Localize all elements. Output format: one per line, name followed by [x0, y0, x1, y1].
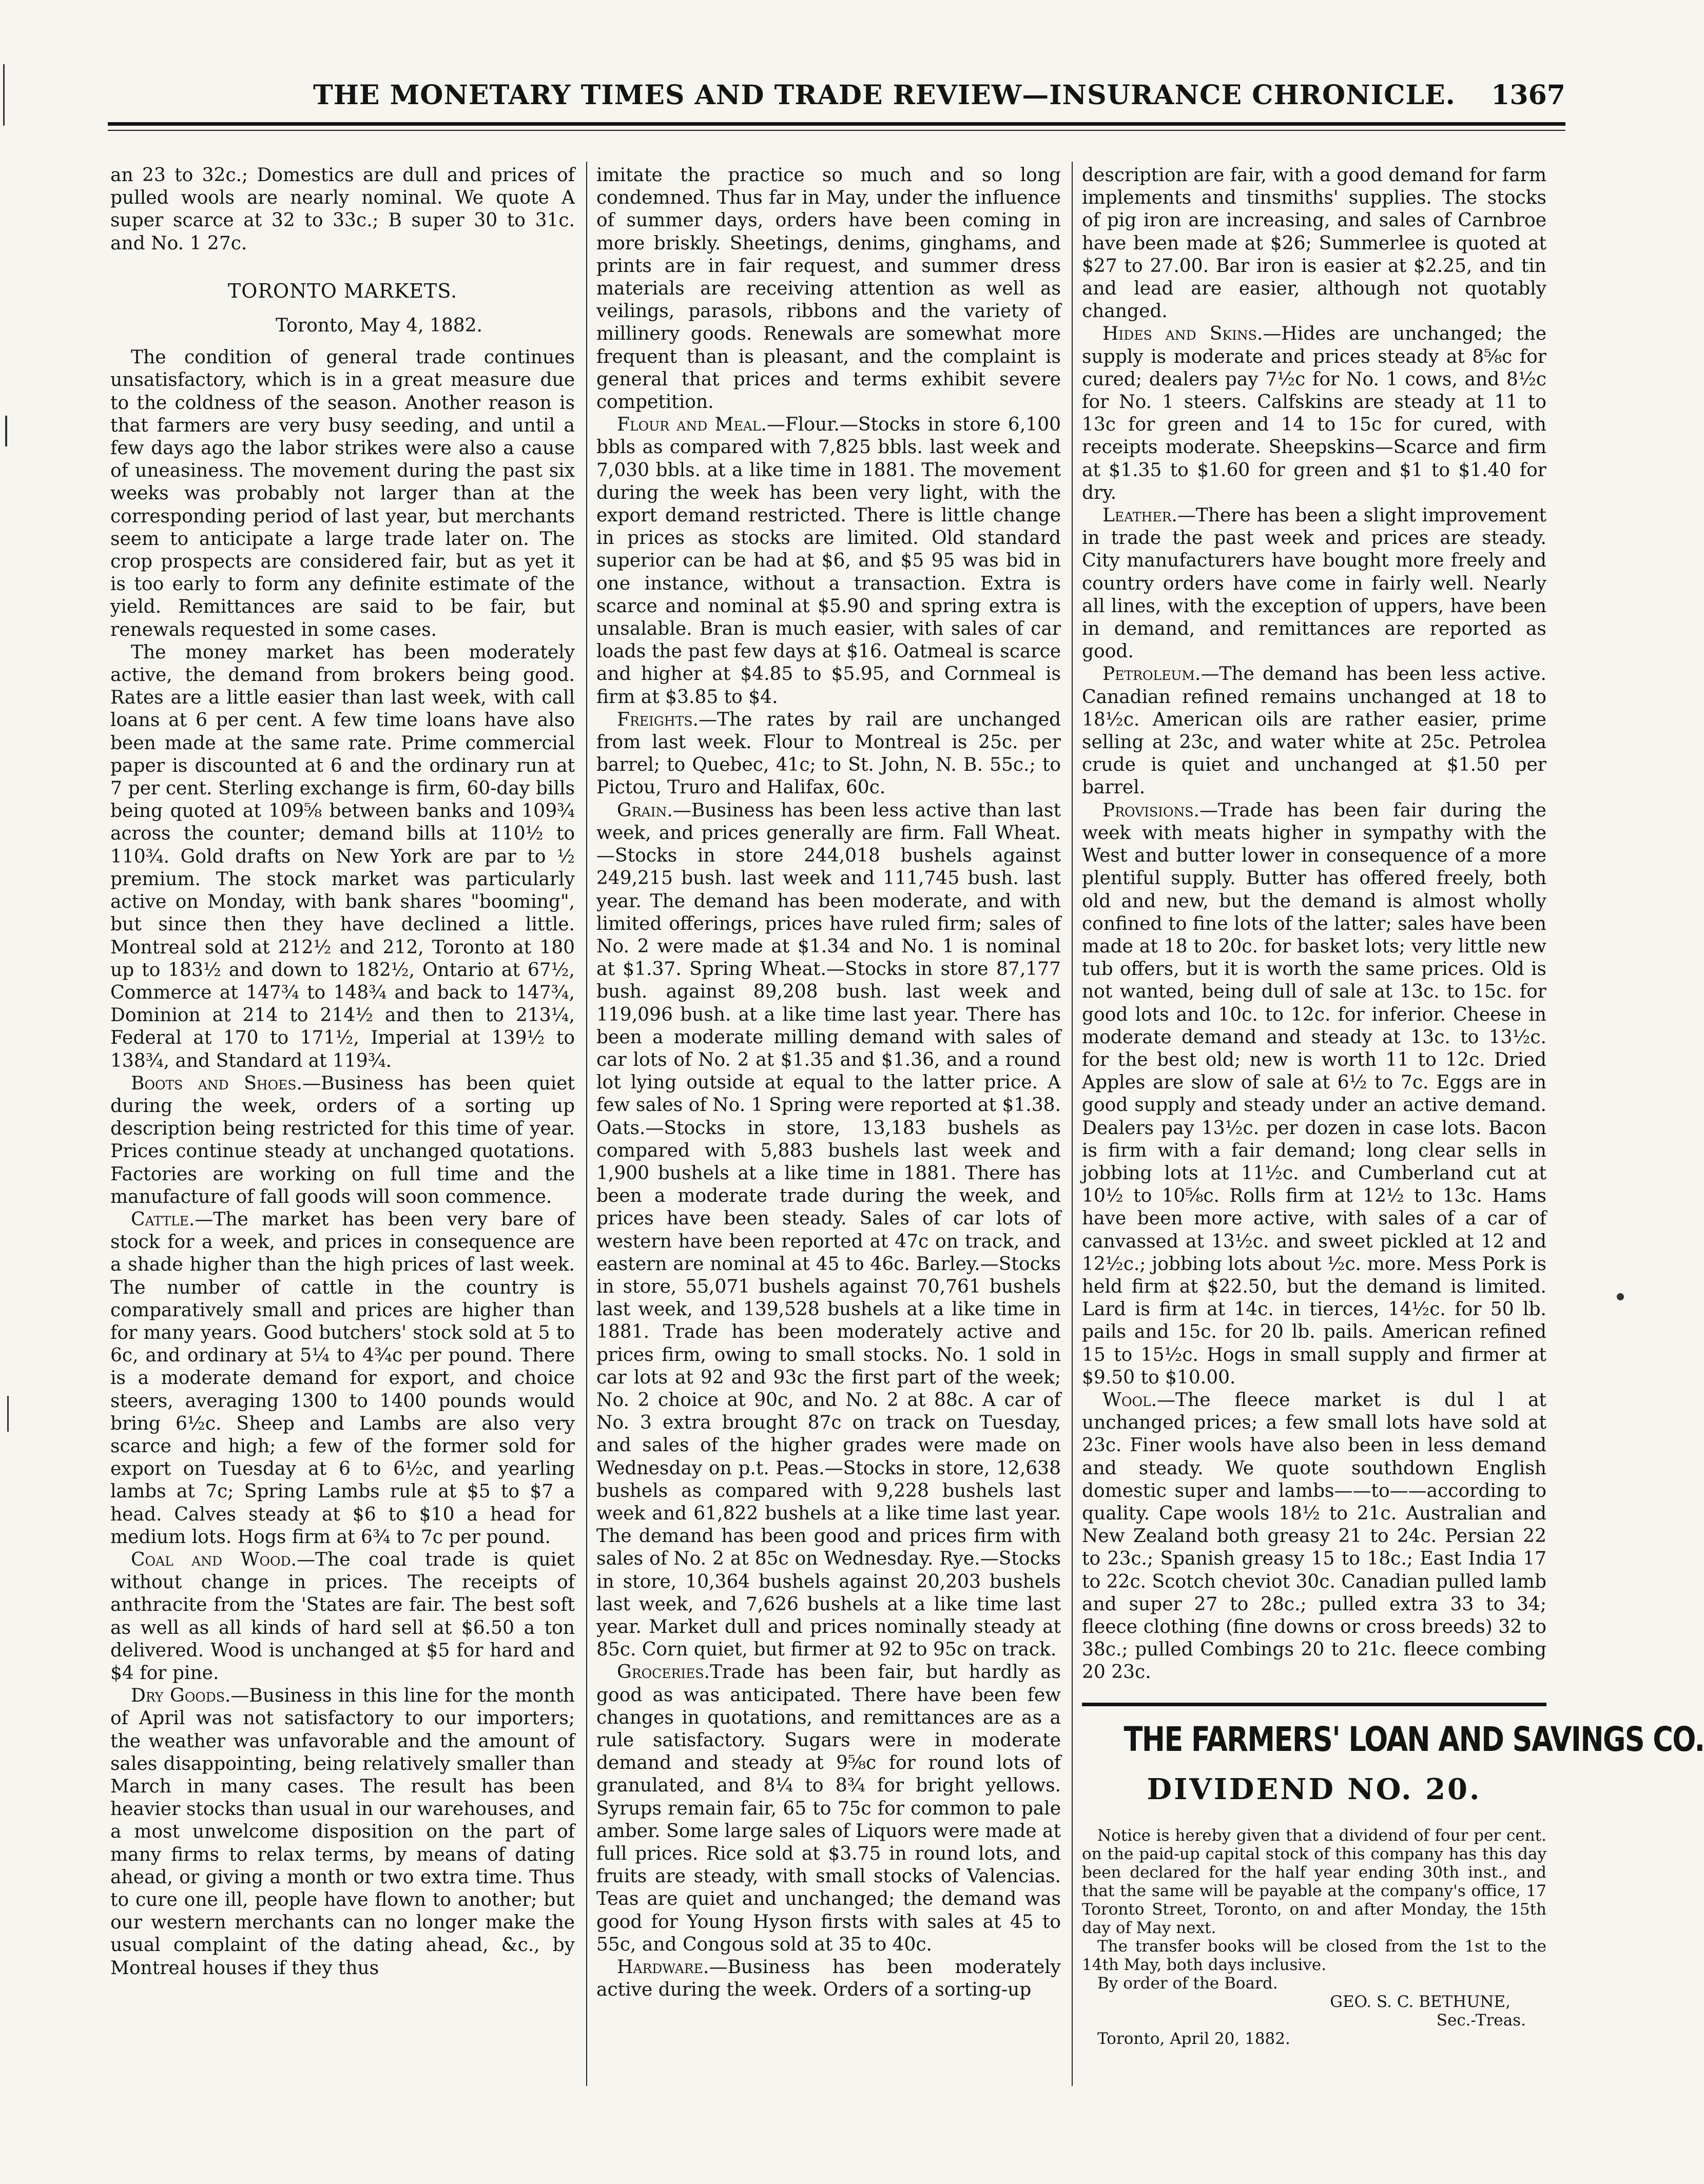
paragraph-dry-goods [110, 1685, 575, 1980]
continued-paragraph: an 23 to 32c.; Domestics are dull and prices of pulled wools are nearly nominal. We quote A super scarce at 32 to 33c.; B super 30 to 31c. and No. 1 27c. [110, 165, 575, 254]
column-divider [1072, 162, 1073, 2086]
advertisement-date: Toronto, April 20, 1882. [1097, 2029, 1290, 2048]
advertisement-title: THE FARMERS' LOAN AND SAVINGS CO. [1124, 1719, 1704, 1759]
scan-mark [3, 64, 5, 126]
paragraph-flour-meal [596, 414, 1061, 709]
paragraph-provisions [1082, 800, 1546, 1389]
paragraph-lead: Hides and Skins. [1102, 323, 1263, 345]
paragraph-body: —The rates by rail are unchanged from last week. Flour to Montreal is 25c. per barrel; to Quebec, 41c; to St. John, N. B. 55c.; to Pictou, Truro and Halifax, 60c. [596, 709, 1061, 798]
paragraph-hides-skins [1082, 323, 1546, 504]
advertisement-subtitle: DIVIDEND NO. 20. [1147, 1772, 1482, 1806]
paragraph-grain [596, 800, 1061, 1662]
paragraph-lead: Dry Goods. [131, 1685, 231, 1707]
board-order: By order of the Board. [1097, 1974, 1278, 1993]
paragraph-body: —Hides are unchanged; the supply is moderate and prices steady at 8⅝c for cured; dealers pay 7½c for No. 1 cows, and 8½c for No. 1 steers. Calfskins are steady at 11 to 13c for green and 14 to 15c for cured, with receipts moderate. Sheepskins—Scarce and firm at $1.35 to $1.60 for green and $1 to $1.40 for dry. [1082, 323, 1546, 503]
paragraph-lead: Boots and Shoes. [131, 1072, 302, 1094]
paragraph-body: —Business has been moderately active during the week. Orders of a sorting-up [596, 1957, 1061, 2001]
signer-role: Sec.-Treas. [1436, 2011, 1526, 2030]
paragraph-coal-wood [110, 1549, 575, 1685]
scan-mark [7, 1396, 9, 1432]
column-2 [596, 164, 1061, 2083]
running-title: THE MONETARY TIMES AND TRADE REVIEW—INSURANCE CHRONICLE. [313, 80, 1456, 111]
paragraph-lead: Cattle. [131, 1208, 195, 1230]
paragraph-petroleum [1082, 663, 1546, 799]
paragraph-dry-goods-continued: imitate the practice so much and so long condemned. Thus far in May, under the influence of summer days, orders have been coming in more briskly. Sheetings, denims, ginghams, and prints are in fair request, and summer dress materials are receiving attention as well as veilings, parasols, ribbons and the variety of millinery goods. Renewals are somewhat more frequent than is pleasant, and the complaint is general that prices and terms exhibit severe competition. [596, 165, 1061, 413]
signer-name: GEO. S. C. BETHUNE, [1330, 1992, 1511, 2011]
paragraph-lead: Freights. [617, 709, 699, 730]
column-1 [110, 164, 575, 2083]
paragraph-lead: Provisions. [1102, 800, 1199, 821]
paragraph-freights [596, 709, 1061, 800]
dividend-notice: Notice is hereby given that a dividend of four per cent. on the paid-up capital stock of this company has this day been declared for the half year ending 30th inst., and that the same will be payable at the company's office, 17 Toronto Street, Toronto, on and after Monday, the 15th day of May next. [1082, 1826, 1546, 1937]
column-divider [586, 162, 587, 2086]
page-header [108, 80, 1565, 115]
paragraph-general-trade: The condition of general trade continues unsatisfactory, which is in a great measure due to the coldness of the season. Another reason is that farmers are very busy seeding, and until a few days ago the labor strikes were also a cause of uneasiness. The movement during the past six weeks was probably not larger than at the corresponding period of last year, but merchants seem to anticipate a large trade later on. The crop prospects are considered fair, but as yet it is too early to form any definite estimate of the yield. Remittances are said to be fair, but renewals requested in some cases. [110, 347, 575, 640]
paragraph-money-market: The money market has been moderately active, the demand from brokers being good. Rates are a little easier than last week, with call loans at 6 per cent. A few time loans have also been made at the same rate. Prime commercial paper is discounted at 6 and the ordinary run at 7 per cent. Sterling exchange is firm, 60-day bills being quoted at 109⅝ between banks and 109¾ across the counter; demand bills at 110½ to 110¾. Gold drafts on New York are par to ½ premium. The stock market was particularly active on Monday, with bank shares "booming", but since then they have declined a little. Montreal sold at 212½ and 212, Toronto at 180 up to 183½ and down to 182½, Ontario at 67½, Commerce at 147¾ to 148¾ and back to 147¾, Dominion at 214 to 214½ and then to 213¼, Federal at 170 to 171½, Imperial at 139½ to 138¾, and Standard at 119¾. [110, 641, 575, 1071]
paragraph-wool [1082, 1389, 1546, 1684]
paragraph-lead: Leather. [1102, 505, 1177, 526]
paragraph-hardware-continued: description are fair, with a good demand for farm implements and tinsmiths' supplies. The stocks of pig iron are increasing, and sales of Carnbroe have been made at $26; Summerlee is quoted at $27 to 27.00. Bar iron is easier at $2.25, and tin and lead are easier, although not quotably changed. [1082, 165, 1546, 322]
dateline: Toronto, May 4, 1882. [276, 315, 482, 337]
paragraph-body: —Flour.—Stocks in store 6,100 bbls as compared with 7,825 bbls. last week and 7,030 bbls. at a like time in 1881. The movement during the week has been very light, with the export demand restricted. There is little change in prices as stocks are limited. Old standard superior can be had at $6, and $5 95 was bid in one instance, without a transaction. Extra is scarce and nominal at $5.90 and spring extra is unsalable. Bran is much easier, with sales of car loads the past few days at $16. Oatmeal is scarce and higher at $4.85 to $5.95, and Cornmeal is firm at $3.85 to $4. [596, 414, 1061, 708]
page-number: 1367 [1491, 80, 1565, 111]
paragraph-lead: Wool. [1102, 1389, 1157, 1411]
paragraph-body: —The demand has been less active. Canadian refined remains unchanged at 18 to 18½c. American oils are rather easier, prime selling at 23c, and water white at 25c. Petrolea crude is quiet and unchanged at $1.50 per barrel. [1082, 664, 1546, 798]
paragraph-body: —The coal trade is quiet without change in prices. The receipts of anthracite from the 'States are fair. The best soft as well as all kinds of hard sell at $6.50 a ton delivered. Wood is unchanged at $5 for hard and $4 for pine. [110, 1549, 575, 1684]
paragraph-body: —The market has been very bare of stock for a week, and prices in consequence are a shade higher than the high prices of last week. The number of cattle in the country is comparatively small and prices are higher than for many years. Good butchers' stock sold at 5 to 6c, and ordinary at 5¼ to 4¾c per pound. There is a moderate demand for export, and choice steers, averaging 1300 to 1400 pounds would bring 6½c. Sheep and Lambs are also very scarce and high; a few of the former sold for export on Tuesday at 6 to 6½c, and yearling lambs at 7c; Spring Lambs rule at $5 to $7 a head. Calves steady at $6 to $10 a head for medium lots. Hogs firm at 6¾ to 7c per pound. [110, 1208, 575, 1548]
column-3 [1082, 164, 1704, 2083]
paragraph-lead: Groceries. [617, 1662, 710, 1683]
section-heading: TORONTO MARKETS. [227, 279, 458, 302]
paragraph-body: Trade has been fair, but hardly as good as was anticipated. There have been few changes in quotations, and remittances are as a rule satisfactory. Sugars were in moderate demand and steady at 9⅝c for round lots of granulated, and 8¼ to 8¾ for bright yellows. Syrups remain fair, 65 to 75c for common to pale amber. Some large sales of Liquors were made at full prices. Rice sold at $3.75 in round lots, and fruits are steady, with small stocks of Valencias. Teas are quiet and unchanged; the demand was good for Young Hyson firsts with sales at 45 to 55c, and Congous sold at 35 to 40c. [596, 1662, 1061, 1955]
scan-mark [1617, 1293, 1624, 1300]
header-rule-thick [108, 122, 1565, 126]
paragraph-lead: Flour and Meal. [617, 414, 767, 436]
scan-mark [5, 416, 7, 446]
paragraph-cattle [110, 1208, 575, 1549]
paragraph-body: —The fleece market is dul l at unchanged prices; a few small lots have sold at 23c. Finer wools have also been in less demand and steady. We quote southdown English domestic super and lambs——to——according to quality. Cape wools 18½ to 21c. Australian and New Zealand both greasy 21 to 24c. Persian 22 to 23c.; Spanish greasy 15 to 18c.; East India 17 to 22c. Scotch cheviot 30c. Canadian pulled lamb and super 27 to 28c.; pulled extra 33 to 34; fleece clothing (fine downs or cross breeds) 32 to 38c.; pulled Combings 20 to 21c. fleece combing 20 23c. [1082, 1389, 1546, 1683]
paragraph-hardware [596, 1956, 1061, 2001]
paragraph-lead: Grain. [617, 800, 673, 821]
paragraph-lead: Coal and Wood. [131, 1549, 297, 1570]
paragraph-groceries [596, 1661, 1061, 1956]
paragraph-body: —Business has been quiet during the week, orders of a sorting up description being restricted for this time of year. Prices continue steady at unchanged quotations. Factories are working on full time and the manufacture of fall goods will soon commence. [110, 1072, 575, 1207]
dividend-advertisement [1082, 1717, 1704, 2048]
paragraph-body: —Trade has been fair during the week with meats higher in sympathy with the West and butter lower in consequence of a more plentiful supply. Butter has offered freely, both old and new, but the demand is almost wholly confined to fine lots of the latter; sales have been made at 18 to 20c. for basket lots; very little new tub offers, but it is worth the same prices. Old is not wanted, being dull of sale at 13c. to 15c. for good lots and 10c. to 12c. for inferior. Cheese in moderate demand and steady at 13c. to 13½c. for the best old; new is worth 11 to 12c. Dried Apples are slow of sale at 6½ to 7c. Eggs are in good supply and steady under an active demand. Dealers pay 13½c. per dozen in case lots. Bacon is firm with a fair demand; long clear sells in jobbing lots at 11½c. and Cumberland cut at 10½ to 10⅝c. Rolls firm at 12½ to 13c. Hams have been more active, with sales of a car of canvassed at 13½c. and sweet pickled at 12 and 12½c.; jobbing lots about ½c. more. Mess Pork is held firm at $22.50, but the demand is limited. Lard is firm at 14c. in tierces, 14½c. for 50 lb. pails and 15c. for 20 lb. pails. American refined 15 to 15½c. Hogs in small supply and firmer at $9.50 to $10.00. [1082, 800, 1546, 1388]
paragraph-body: —Business in this line for the month of April was not satisfactory to our importers; the weather was unfavorable and the amount of sales disappointing, being relatively smaller than March in many cases. The result has been heavier stocks than usual in our warehouses, and a most unwelcome disposition on the part of many firms to relax terms, by means of dating ahead, or giving a month or two extra time. Thus to cure one ill, people have flown to another; but our western merchants can no longer make the usual complaint of the dating ahead, &c., by Montreal houses if they thus [110, 1685, 575, 1979]
paragraph-body: —Business has been less active than last week, and prices generally are firm. Fall Wheat.—Stocks in store 244,018 bushels against 249,215 bush. last week and 111,745 bush. last year. The demand has been moderate, and with limited offerings, prices have ruled firm; sales of No. 2 were made at $1.34 and No. 1 is nominal at $1.37. Spring Wheat.—Stocks in store 87,177 bush. against 89,208 bush. last week and 119,096 bush. at a like time last year. There has been a moderate milling demand with sales of car lots of No. 2 at $1.35 and $1.36, and a round lot lying outside at equal to the latter price. A few sales of No. 1 Spring were reported at $1.38. Oats.—Stocks in store, 13,183 bushels as compared with 5,883 bushels last week and 1,900 bushels at a like time in 1881. There has been a moderate trade during the week, and prices have been steady. Sales of car lots of western have been reported at 47c on track, and eastern are nominal at 45 to 46c. Barley.—Stocks in store, 55,071 bushels against 70,761 bushels last week, and 139,528 bushels at a like time in 1881. Trade has been moderately active and prices firm, owing to small stocks. No. 1 sold in car lots at 92 and 93c the first part of the week; No. 2 choice at 90c, and No. 2 at 88c. A car of No. 3 extra brought 87c on track on Tuesday, and sales of the higher grades were made on Wednesday on p.t. Peas.—Stocks in store, 12,638 bushels as compared with 9,228 bushels last week and 61,822 bushels at a like time last year. The demand has been good and prices firm with sales of No. 2 at 85c on Wednesday. Rye.—Stocks in store, 10,364 bushels against 20,203 bushels last week, and 7,626 bushels at a like time last year. Market dull and prices nominally steady at 85c. Corn quiet, but firmer at 92 to 95c on track. [596, 800, 1061, 1661]
header-rule-thin [108, 130, 1565, 131]
paragraph-boots-shoes [110, 1072, 575, 1208]
paragraph-leather [1082, 504, 1546, 663]
advertisement-rule [1082, 1703, 1546, 1706]
paragraph-lead: Petroleum. [1102, 664, 1201, 685]
advertisement-body [1082, 1826, 1546, 2048]
paragraph-lead: Hardware. [617, 1957, 709, 1978]
paragraph-body: —There has been a slight improvement in trade the past week and prices are steady. City manufacturers have bought more freely and country orders have come in fairly well. Nearly all lines, with the exception of uppers, have been in demand, and remittances are reported as good. [1082, 505, 1546, 662]
transfer-notice: The transfer books will be closed from the 1st to the 14th May, both days inclusive. [1082, 1937, 1546, 1974]
